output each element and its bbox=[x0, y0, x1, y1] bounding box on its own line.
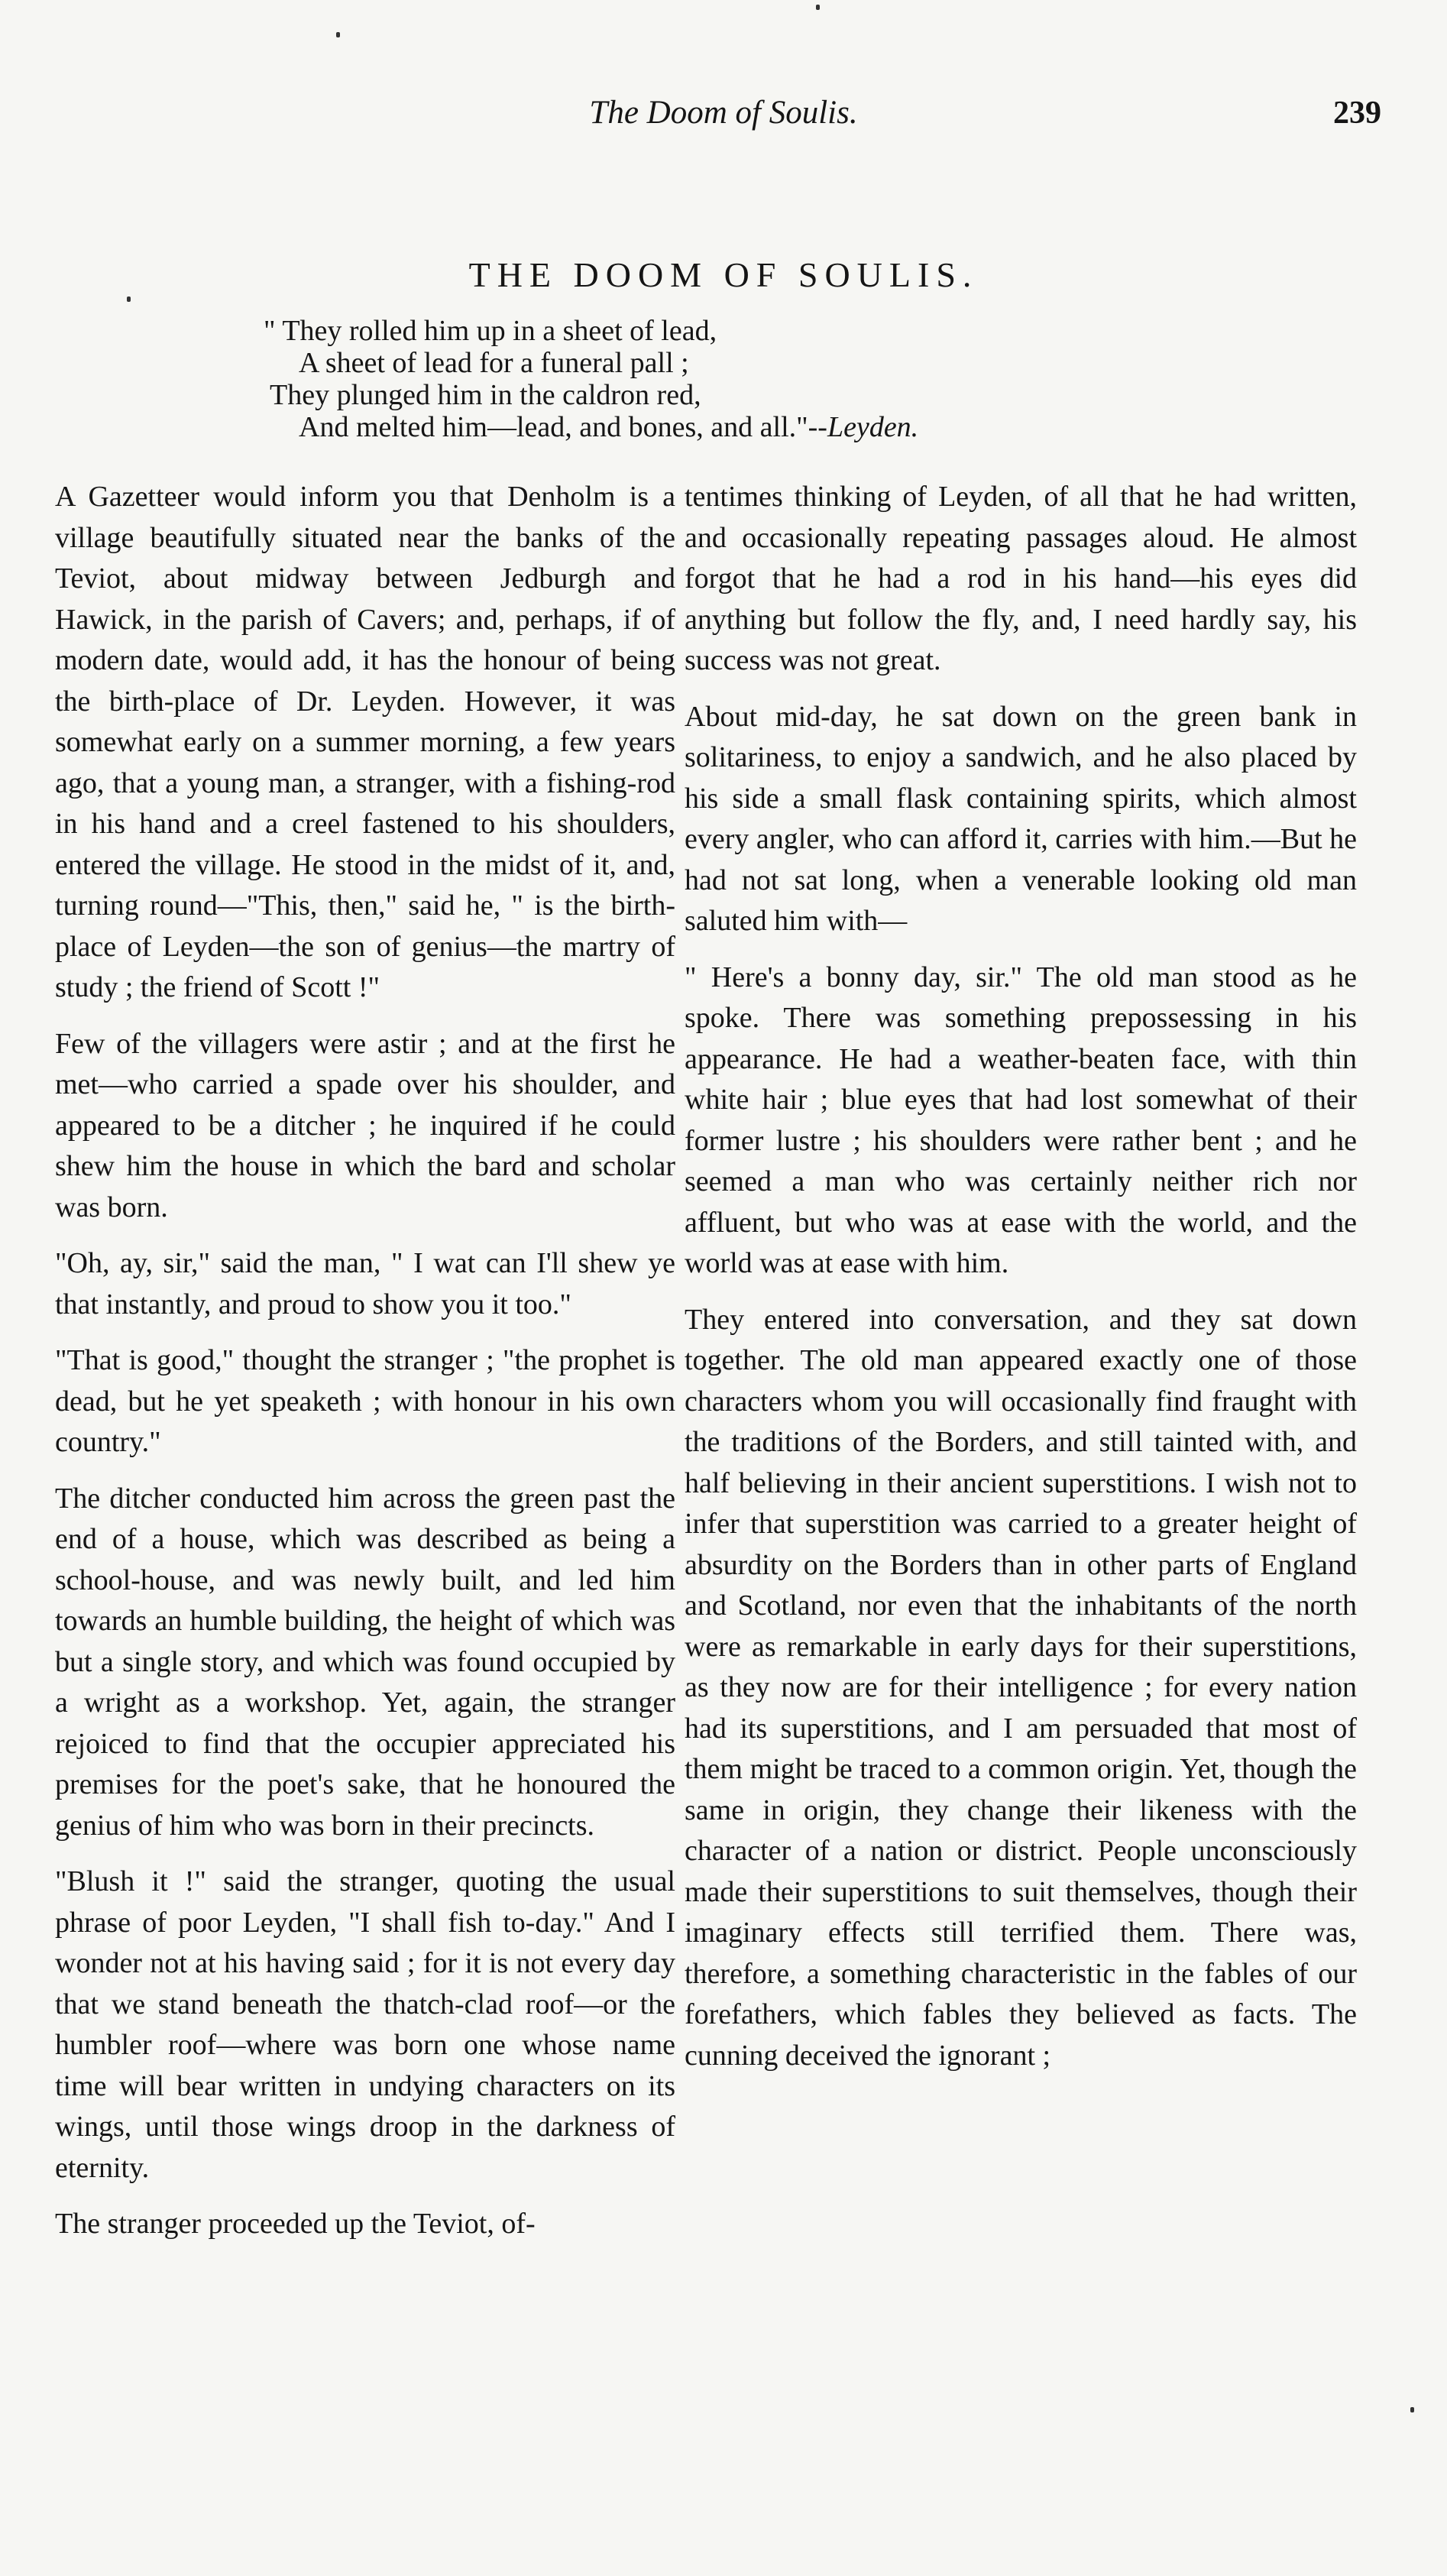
print-speck bbox=[127, 296, 131, 302]
epigraph-line: A sheet of lead for a funeral pall ; bbox=[299, 347, 689, 379]
paragraph: " Here's a bonny day, sir." The old man stood as he spoke. There was something prepossessing in his appearance. He had a weather-beaten face, with thin white hair ; blue eyes that had lost somewhat of their former lustre ; his shoulders were rather bent ; and he seemed a man who was certainly neither rich nor affluent, but who was at ease with the world, and the world was at ease with him. bbox=[685, 961, 1357, 1279]
epigraph-line: And melted him—lead, and bones, and all."-- bbox=[299, 411, 827, 443]
print-speck bbox=[816, 5, 820, 10]
epigraph-line-last bbox=[264, 411, 1180, 443]
paragraph: "Blush it !" said the stranger, quoting the usual phrase of poor Leyden, "I shall fish to-day." And I wonder not at his having said ; for it is not every day that we stand beneath the thatch-clad roof—or the humbler roof—where was born one whose name time will bear written in undying characters on its wings, until those wings droop in the darkness of eternity. bbox=[55, 1865, 675, 2184]
epigraph-source: Leyden. bbox=[827, 411, 919, 443]
page-number: 239 bbox=[1333, 96, 1381, 131]
paragraph: They entered into conversation, and they sat down together. The old man appeared exactly one of those characters whom you will occasionally find fraught with the traditions of the Borders, and still tainted with, and half believing in their ancient superstitions. I wish not to infer that superstition was carried to a greater height of absurdity on the Borders than in other parts of England and Scotland, nor even that the inhabitants of the north were as remarkable in early days for their superstitions, as they now are for their intelligence ; for every nation had its superstitions, and I am persuaded that most of them might be traced to a common origin. Yet, though the same in origin, they change their likeness with the character of a nation or district. People unconsciously made their superstitions to suit themselves, though their imaginary effects still terrified them. There was, therefore, a something characteristic in the fables of our forefathers, which fables they believed as facts. The cunning deceived the ignorant ; bbox=[685, 1303, 1357, 2072]
epigraph bbox=[264, 315, 1180, 443]
paragraph: "Oh, ay, sir," said the man, " I wat can I'll shew ye that instantly, and proud to show you it too." bbox=[55, 1247, 675, 1320]
paragraph: Few of the villagers were astir ; and at the first he met—who carried a spade over his shoulder, and appeared to be a ditcher ; he inquired if he could shew him the house in which the bard and scholar was born. bbox=[55, 1027, 675, 1223]
epigraph-line: They plunged him in the caldron red, bbox=[270, 379, 701, 411]
paragraph: A Gazetteer would inform you that Denholm is a village beautifully situated near the banks of the Teviot, about midway between Jedburgh and Hawick, in the parish of Cavers; and, perhaps, if of modern date, would add, it has the honour of being the birth-place of Dr. Leyden. However, it was somewhat early on a summer morning, a few years ago, that a young man, a stranger, with a fishing-rod in his hand and a creel fastened to his shoulders, entered the village. He stood in the midst of it, and, turning round—"This, then," said he, " is the birth-place of Leyden—the son of genius—the martry of study ; the friend of Scott !" bbox=[55, 481, 675, 1003]
paragraph: tentimes thinking of Leyden, of all that he had written, and occasionally repeating passages aloud. He almost forgot that he had a rod in his hand—his eyes did anything but follow the fly, and, I need hardly say, his success was not great. bbox=[685, 481, 1357, 676]
print-speck bbox=[1410, 2407, 1414, 2412]
running-title: The Doom of Soulis. bbox=[589, 95, 858, 131]
running-head bbox=[0, 90, 1447, 136]
paragraph: About mid-day, he sat down on the green bank in solitariness, to enjoy a sandwich, and he also placed by his side a small flask containing spirits, which almost every angler, who can afford it, carries with him.—But he had not sat long, when a venerable looking old man saluted him with— bbox=[685, 700, 1357, 937]
left-column bbox=[55, 477, 675, 2260]
right-column bbox=[685, 477, 1357, 2092]
paragraph: "That is good," thought the stranger ; "the prophet is dead, but he yet speaketh ; with honour in his own country." bbox=[55, 1344, 675, 1458]
paragraph: The stranger proceeded up the Teviot, of- bbox=[55, 2208, 536, 2240]
paragraph: The ditcher conducted him across the green past the end of a house, which was described as being a school-house, and was newly built, and led him towards an humble building, the height of which was but a single story, and which was found occupied by a wright as a workshop. Yet, again, the stranger rejoiced to find that the occupier appreciated his premises for the poet's sake, that he honoured the genius of him who was born in their precincts. bbox=[55, 1482, 675, 1842]
article-title: THE DOOM OF SOULIS. bbox=[468, 255, 979, 294]
epigraph-line: " They rolled him up in a sheet of lead, bbox=[264, 315, 717, 347]
print-speck bbox=[336, 32, 340, 37]
